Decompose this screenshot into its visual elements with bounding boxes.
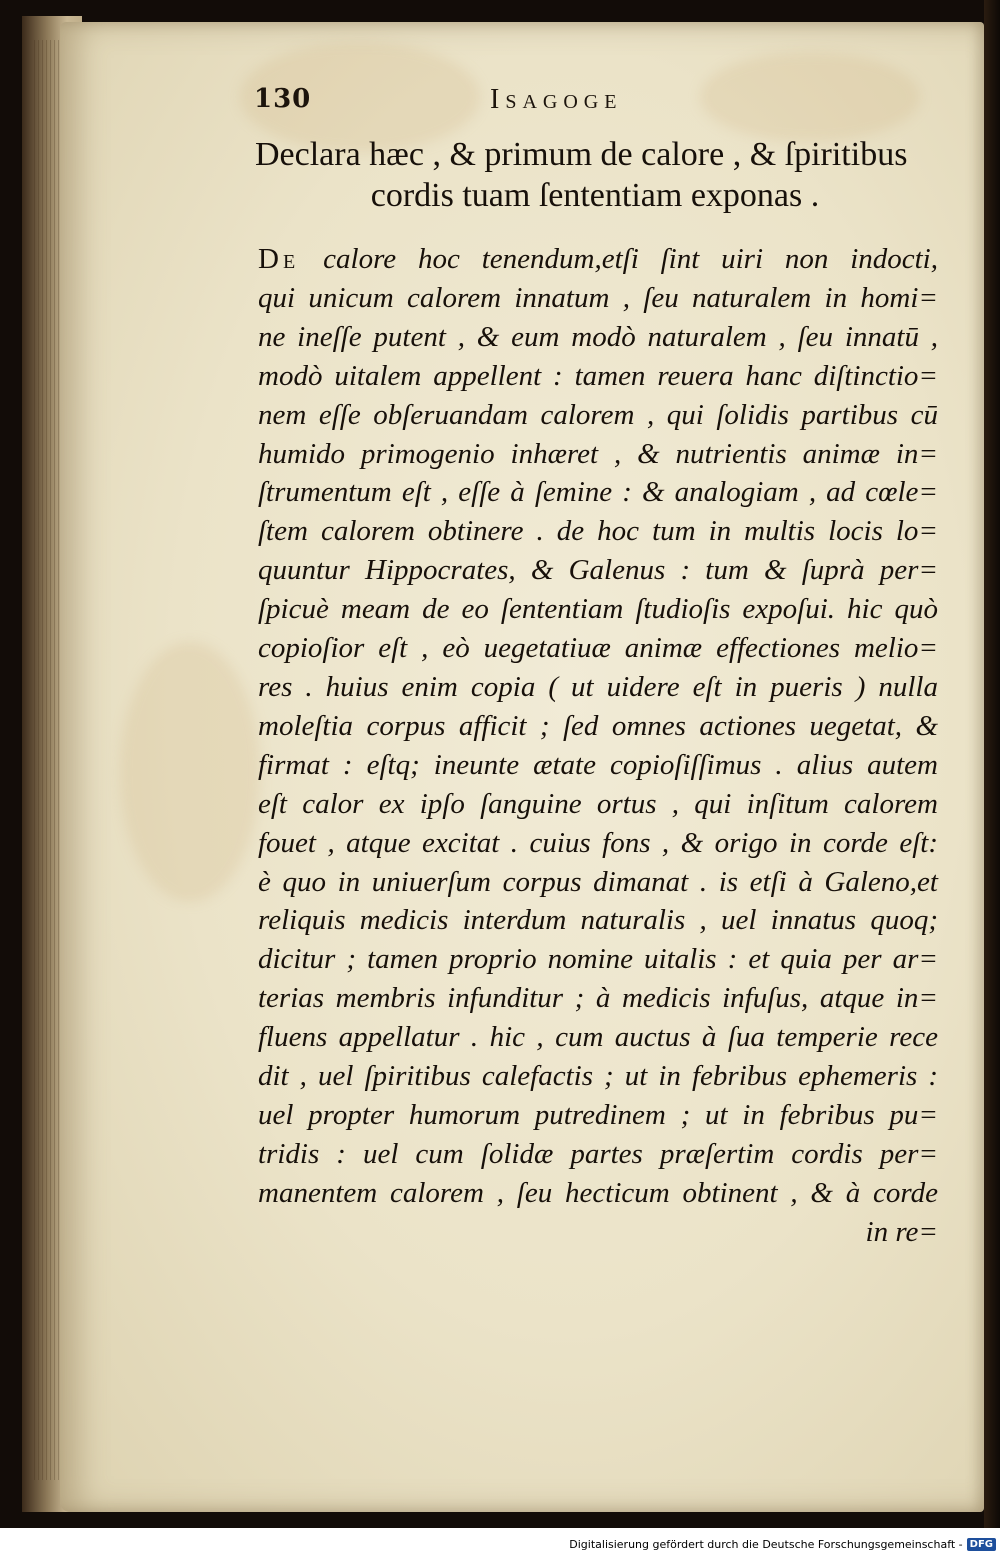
text-line: modò uitalem appellent : tamen reuera hanc diſtinctio= (258, 359, 938, 392)
text-line (258, 240, 938, 279)
text-line: dicitur ; tamen proprio nomine uitalis : et quia per ar= (258, 943, 938, 976)
text-line: res . huius enim copia ( ut uidere eſt in pueris ) nulla (258, 670, 938, 703)
text-line: ne ineſſe putent , & eum modò naturalem , ſeu innatū , (258, 320, 938, 353)
text-line: nem eſſe obſeruandam calorem , qui ſolidis partibus cū (258, 398, 938, 431)
credit-text: Digitalisierung gefördert durch die Deutsche Forschungsgemeinschaft - (569, 1537, 963, 1551)
text-line: ſpicuè meam de eo ſententiam ſtudioſis expoſui. hic quò (258, 593, 938, 626)
page-number: 130 (254, 84, 312, 114)
text-line: ſtrumentum eſt , eſſe à ſemine : & analogiam , ad cœle= (258, 476, 938, 509)
text-line: manentem calorem , ſeu hecticum obtinent , & à corde (258, 1176, 938, 1209)
text-line: è quo in uniuerſum corpus dimanat . is etſi à Galeno,et (258, 865, 938, 898)
text-line: terias membris infunditur ; à medicis infuſus, atque in= (258, 982, 938, 1015)
text-line: moleſtia corpus afficit ; ſed omnes actiones uegetat, & (258, 709, 938, 742)
text-line: qui unicum calorem innatum , ſeu naturalem in homi= (258, 281, 938, 314)
text-line: fluens appellatur . hic , cum auctus à ſua temperie rece (258, 1021, 938, 1054)
heading-line: Declara hæc , & primum de calore , & ſpiritibus (255, 136, 908, 173)
text-line: copioſior eſt , eò uegetatiuæ animæ effectiones melio= (258, 632, 938, 665)
text-line: dit , uel ſpiritibus calefactis ; ut in febribus ephemeris : (258, 1060, 938, 1093)
text-line-content: calore hoc tenendum,etſi ſint uiri non indocti, (323, 243, 938, 275)
initial-word: De (258, 243, 300, 275)
paper-stain (700, 52, 920, 142)
dfg-logo-icon: DFG (967, 1538, 996, 1551)
running-head (254, 84, 674, 120)
text-line: eſt calor ex ipſo ſanguine ortus , qui inſitum calorem (258, 787, 938, 820)
body-text (258, 240, 938, 1252)
text-line: firmat : eſtq; ineunte ætate copioſiſſimus . alius autem (258, 748, 938, 781)
text-line: quuntur Hippocrates, & Galenus : tum & ſuprà per= (258, 554, 938, 587)
running-title: Isagoge (490, 84, 623, 115)
text-line: ſtem calorem obtinere . de hoc tum in multis locis lo= (258, 515, 938, 548)
text-line: reliquis medicis interdum naturalis , uel innatus quoq; (258, 904, 938, 937)
catchword: in re= (865, 1215, 938, 1248)
text-line: fouet , atque excitat . cuius fons , & origo in corde eſt: (258, 826, 938, 859)
section-heading (255, 134, 935, 216)
paper-stain (120, 642, 260, 902)
book-spine-shadow (984, 0, 1000, 1528)
heading-line: cordis tuam ſententiam exponas . (370, 177, 820, 214)
text-line: uel propter humorum putredinem ; ut in febribus pu= (258, 1098, 938, 1131)
digitization-credit (569, 1534, 1000, 1554)
text-line: humido primogenio inhæret , & nutrientis animæ in= (258, 437, 938, 470)
text-line: tridis : uel cum ſolidæ partes præſertim cordis per= (258, 1137, 938, 1170)
